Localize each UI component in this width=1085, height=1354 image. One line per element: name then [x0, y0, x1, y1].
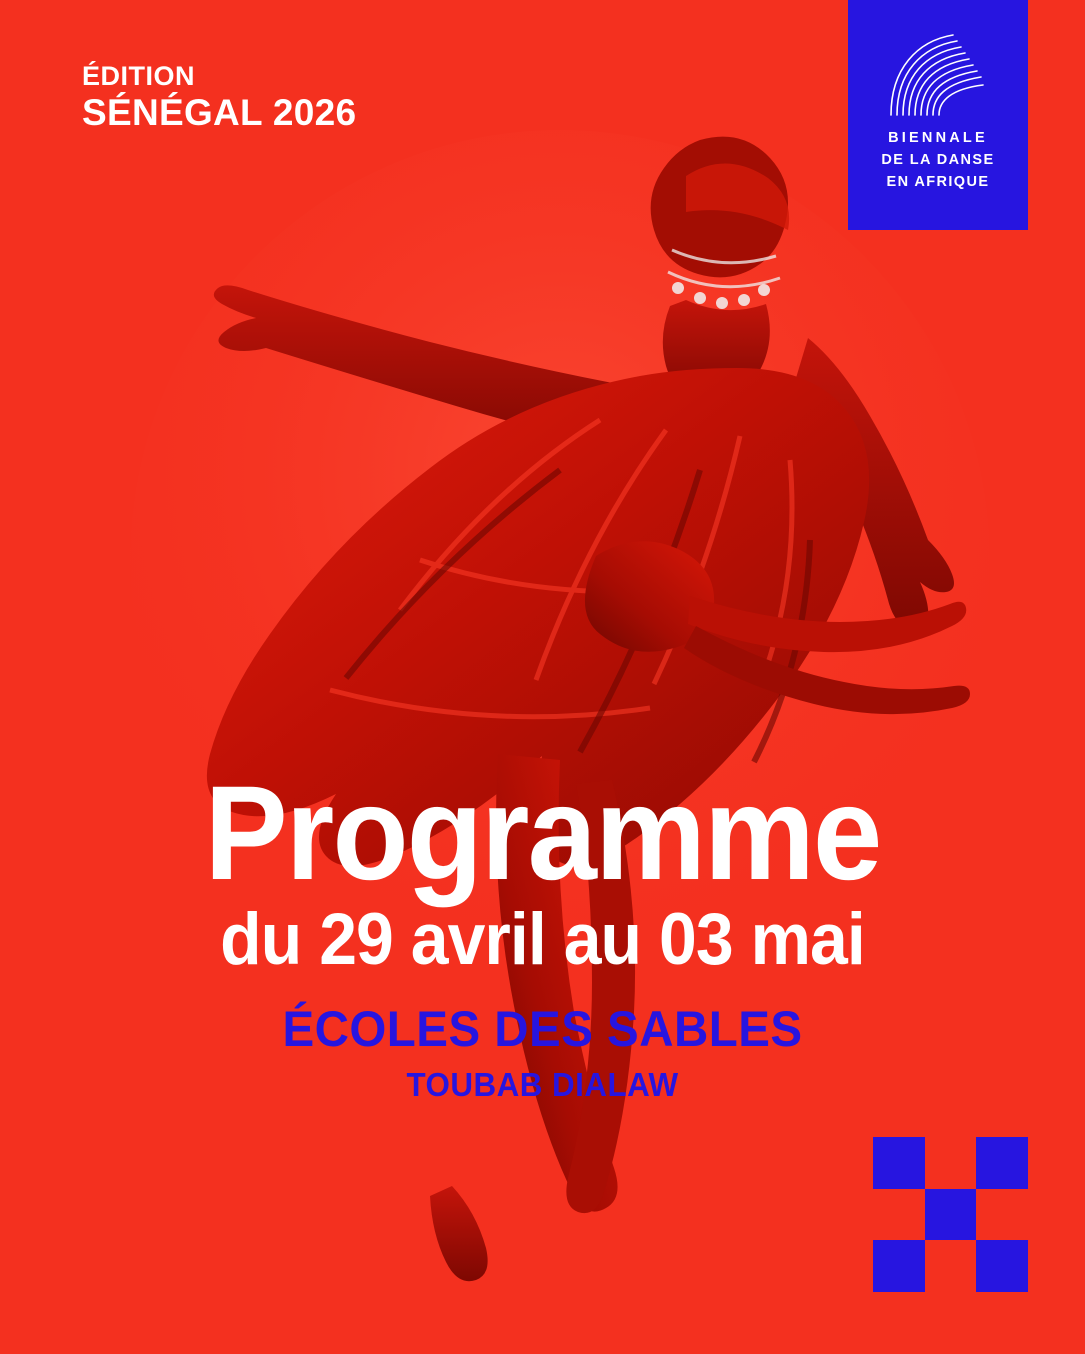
- checker-motif: [873, 1137, 1028, 1292]
- edition-line1: ÉDITION: [82, 61, 196, 91]
- event-dates: du 29 avril au 03 mai: [220, 899, 865, 981]
- biennale-logo-text: [848, 128, 1028, 193]
- logo-line-3: EN AFRIQUE: [886, 173, 990, 190]
- checker-cell: [976, 1189, 1028, 1241]
- checker-cell: [925, 1240, 977, 1292]
- logo-line-2: DE LA DANSE: [881, 151, 995, 168]
- venue-city: TOUBAB DIALAW: [406, 1066, 679, 1104]
- checker-cell: [873, 1189, 925, 1241]
- venue-name: ÉCOLES DES SABLES: [282, 1001, 803, 1058]
- headline-block: [0, 759, 1085, 1104]
- biennale-wave-mark: [848, 26, 1028, 121]
- checker-cell: [873, 1240, 925, 1292]
- checker-cell: [925, 1189, 977, 1241]
- edition-line2: SÉNÉGAL 2026: [82, 92, 357, 134]
- checker-cell: [925, 1137, 977, 1189]
- biennale-logo-block: [848, 0, 1028, 230]
- checker-cell: [976, 1240, 1028, 1292]
- checker-cell: [873, 1137, 925, 1189]
- page-title: Programme: [204, 759, 881, 908]
- edition-block: [82, 62, 356, 133]
- checker-cell: [976, 1137, 1028, 1189]
- logo-line-1: BIENNALE: [888, 130, 988, 146]
